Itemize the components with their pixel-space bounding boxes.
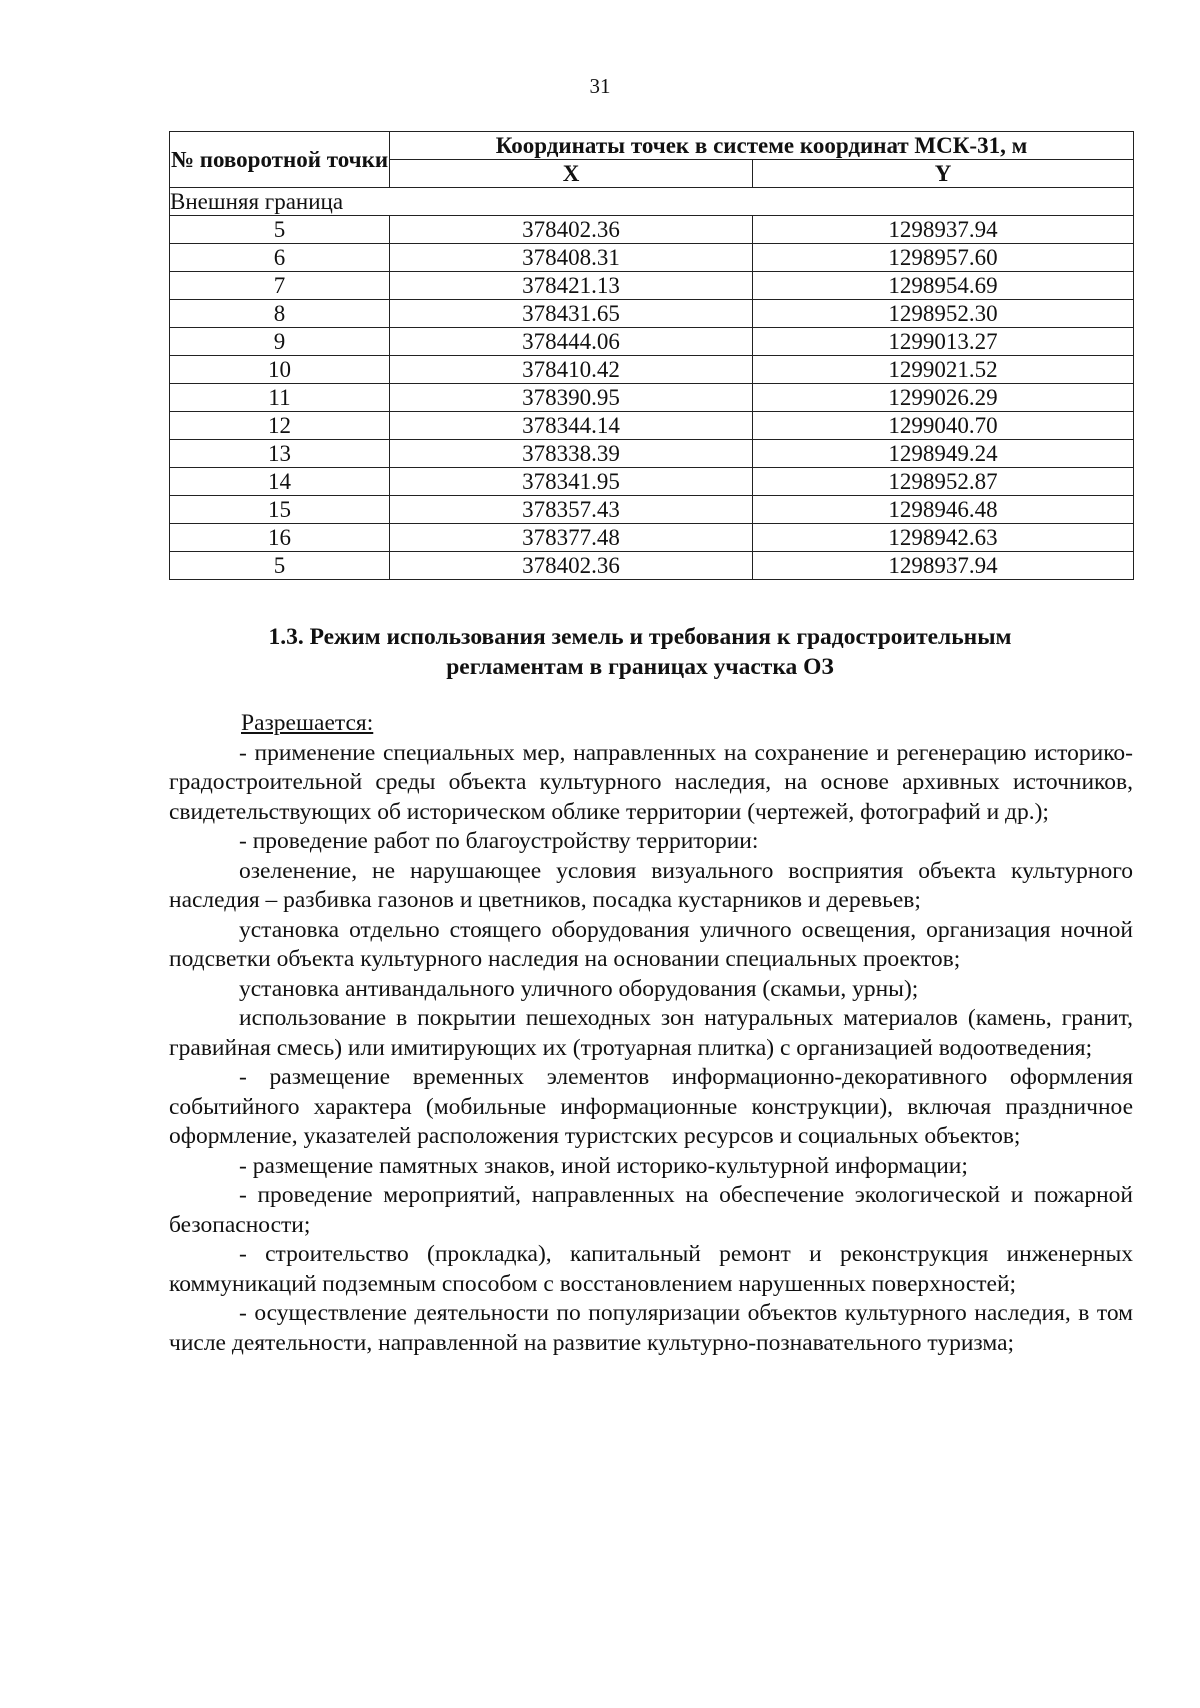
paragraph: установка отдельно стоящего оборудования уличного освещения, организация ночной подсветки объекта культурного наследия на основании специальных проектов; (169, 916, 1133, 972)
table-row (170, 300, 1134, 328)
paragraph: - проведение работ по благоустройству территории: (239, 828, 759, 854)
table-row (170, 244, 1134, 272)
point-number-cell: 5 (170, 552, 390, 580)
section-heading-line-1: 1.3. Режим использования земель и требования к градостроительным (268, 624, 1012, 650)
section-label: Внешняя граница (170, 188, 1134, 216)
table-row (170, 468, 1134, 496)
y-coordinate-cell: 1299026.29 (753, 384, 1134, 412)
paragraph: озеленение, не нарушающее условия визуального восприятия объекта культурного наследия – разбивка газонов и цветников, посадка кустарников и деревьев; (169, 857, 1133, 913)
paragraph: использование в покрытии пешеходных зон натуральных материалов (камень, гранит, гравийная смесь) или имитирующих их (тротуарная плитка) с организацией водоотведения; (169, 1005, 1133, 1061)
body-text (169, 709, 1133, 1358)
x-coordinate-cell: 378338.39 (390, 440, 753, 468)
table-row (170, 272, 1134, 300)
y-column-header: Y (753, 160, 1134, 188)
x-coordinate-cell: 378357.43 (390, 496, 753, 524)
paragraph: установка антивандального уличного оборудования (скамьи, урны); (239, 975, 919, 1002)
y-coordinate-cell: 1298952.30 (753, 300, 1134, 328)
point-number-cell: 11 (170, 384, 390, 412)
x-coordinate-cell: 378341.95 (390, 468, 753, 496)
coordinates-table (169, 131, 1134, 580)
table-row (170, 384, 1134, 412)
permitted-label: Разрешается: (241, 710, 374, 736)
x-coordinate-cell: 378444.06 (390, 328, 753, 356)
y-coordinate-cell: 1298937.94 (753, 552, 1134, 580)
point-number-cell: 5 (170, 216, 390, 244)
table-row (170, 552, 1134, 580)
x-coordinate-cell: 378421.13 (390, 272, 753, 300)
y-coordinate-cell: 1299021.52 (753, 356, 1134, 384)
x-coordinate-cell: 378408.31 (390, 244, 753, 272)
x-coordinate-cell: 378377.48 (390, 524, 753, 552)
paragraph: - строительство (прокладка), капитальный ремонт и реконструкция инженерных коммуникаций подземным способом с восстановлением нарушенных поверхностей; (169, 1241, 1133, 1297)
page-number: 31 (589, 74, 611, 98)
paragraph: - размещение временных элементов информационно-декоративного оформления событийного характера (мобильные информационные конструкции), включая праздничное оформление, указателей расположения туристских ресурсов и социальных объектов; (169, 1064, 1133, 1149)
table-row (170, 440, 1134, 468)
y-coordinate-cell: 1298954.69 (753, 272, 1134, 300)
table-row (170, 496, 1134, 524)
paragraph: - проведение мероприятий, направленных на обеспечение экологической и пожарной безопасности; (169, 1182, 1133, 1238)
y-coordinate-cell: 1298957.60 (753, 244, 1134, 272)
y-coordinate-cell: 1298952.87 (753, 468, 1134, 496)
table-row (170, 356, 1134, 384)
point-number-cell: 8 (170, 300, 390, 328)
y-coordinate-cell: 1299040.70 (753, 412, 1134, 440)
y-coordinate-cell: 1298937.94 (753, 216, 1134, 244)
paragraph-list (169, 739, 1133, 1359)
point-number-cell: 6 (170, 244, 390, 272)
x-coordinate-cell: 378402.36 (390, 216, 753, 244)
x-coordinate-cell: 378410.42 (390, 356, 753, 384)
paragraph: - применение специальных мер, направленных на сохранение и регенерацию историко-градостроительной среды объекта культурного наследия, на основе архивных источников, свидетельствующих об историческом облике территории (чертежей, фотографий и др.); (169, 739, 1133, 825)
point-number-cell: 12 (170, 412, 390, 440)
point-number-cell: 15 (170, 496, 390, 524)
point-number-cell: 7 (170, 272, 390, 300)
point-number-cell: 16 (170, 524, 390, 552)
x-column-header: X (390, 160, 753, 188)
x-coordinate-cell: 378344.14 (390, 412, 753, 440)
x-coordinate-cell: 378402.36 (390, 552, 753, 580)
table-row (170, 216, 1134, 244)
point-number-cell: 14 (170, 468, 390, 496)
table-row (170, 524, 1134, 552)
paragraph: - размещение памятных знаков, иной историко-культурной информации; (239, 1152, 968, 1179)
x-coordinate-cell: 378431.65 (390, 300, 753, 328)
section-heading-line-2: регламентам в границах участка ОЗ (446, 654, 834, 680)
y-coordinate-cell: 1298949.24 (753, 440, 1134, 468)
table-row (170, 412, 1134, 440)
paragraph: - осуществление деятельности по популяризации объектов культурного наследия, в том числе деятельности, направленной на развитие культурно-познавательного туризма; (169, 1300, 1133, 1356)
point-number-cell: 9 (170, 328, 390, 356)
x-coordinate-cell: 378390.95 (390, 384, 753, 412)
y-coordinate-cell: 1298946.48 (753, 496, 1134, 524)
point-number-header: № поворотной точки (170, 132, 390, 188)
table-row (170, 328, 1134, 356)
coordinates-header: Координаты точек в системе координат МСК-31, м (390, 132, 1134, 160)
point-number-cell: 10 (170, 356, 390, 384)
y-coordinate-cell: 1298942.63 (753, 524, 1134, 552)
point-number-cell: 13 (170, 440, 390, 468)
section-heading (160, 622, 1120, 682)
y-coordinate-cell: 1299013.27 (753, 328, 1134, 356)
